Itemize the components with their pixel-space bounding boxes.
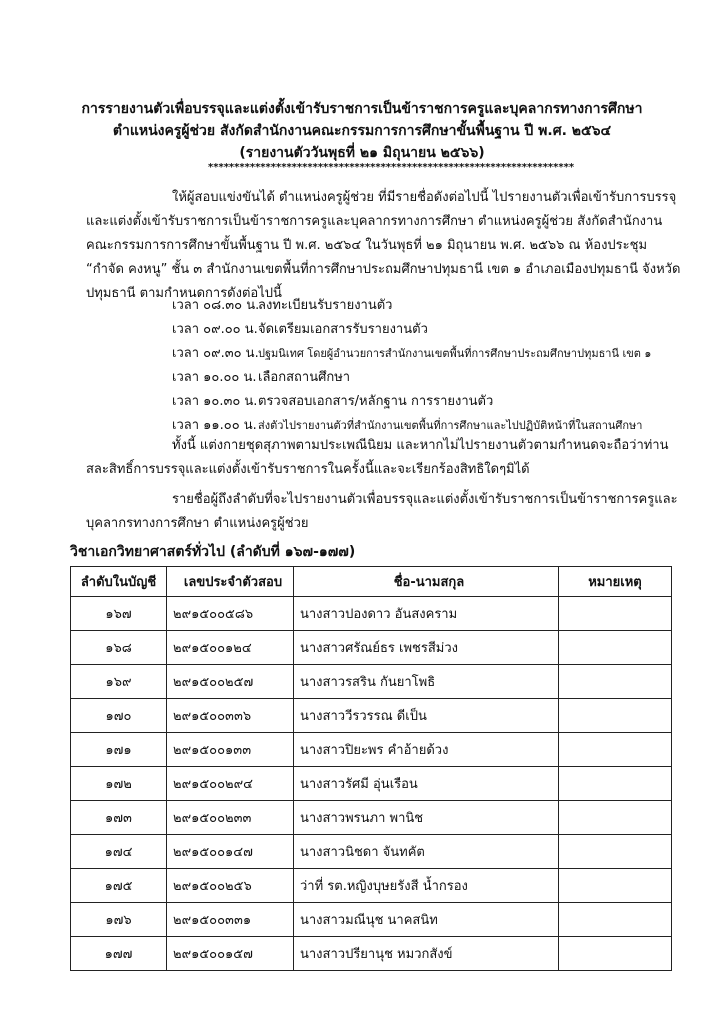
rank-cell: ๑๖๙ (71, 665, 167, 699)
doc-title-line-1: การรายงานตัวเพื่อบรรจุและแต่งตั้งเข้ารับราชการเป็นข้าราชการครูและบุคลากรทางการศึกษา (81, 101, 643, 117)
name-cell: นางสาวพรนภา พานิช (294, 801, 559, 835)
schedule-activity: เลือกสถานศึกษา (258, 370, 351, 385)
list-intro-line-2: บุคลากรทางการศึกษา ตำแหน่งครูผู้ช่วย (86, 516, 309, 531)
doc-title-line-3: (รายงานตัววันพุธที่ ๒๑ มิถุนายน ๒๕๖๖) (239, 145, 485, 161)
name-cell: นางสาวรสริน กันยาโพธิ (294, 665, 559, 699)
schedule-time: เวลา ๑๐.๐๐ น. (172, 370, 257, 385)
exam-id-cell: ๒๙๑๕๐๐๑๓๓ (167, 733, 294, 767)
remark-cell (559, 631, 672, 665)
schedule-activity: ส่งตัวไปรายงานตัวที่สำนักงานเขตพื้นที่การศึกษาและไปปฏิบัติหน้าที่ในสถานศึกษา (258, 419, 643, 432)
schedule-item (172, 296, 392, 316)
rank-cell: ๑๗๕ (71, 869, 167, 903)
remark-cell (559, 801, 672, 835)
remark-cell (559, 937, 672, 971)
schedule-time: เวลา ๐๙.๓๐ น. (172, 346, 259, 361)
section-title: วิชาเอกวิทยาศาสตร์ทั่วไป (ลำดับที่ ๑๖๗-๑๗๗) (70, 544, 356, 560)
rank-cell: ๑๖๗ (71, 597, 167, 631)
schedule-item (172, 416, 642, 436)
name-cell: นางสาวปองดาว อันสงคราม (294, 597, 559, 631)
intro-line-3: คณะกรรมการการศึกษาขั้นพื้นฐาน ปี พ.ศ. ๒๕๖๔ ในวันพุธที่ ๒๑ มิถุนายน พ.ศ. ๒๕๖๖ ณ ห้องประชุม (86, 238, 648, 253)
schedule-activity: ตรวจสอบเอกสาร/หลักฐาน การรายงานตัว (258, 394, 494, 409)
schedule-item (172, 320, 428, 340)
table-row (71, 665, 672, 699)
rank-cell: ๑๖๘ (71, 631, 167, 665)
rank-cell: ๑๗๔ (71, 835, 167, 869)
name-cell: นางสาววีรวรรณ ดีเป็น (294, 699, 559, 733)
schedule-item (172, 368, 350, 388)
column-header-exam-id: เลขประจำตัวสอบ (167, 567, 294, 597)
table-row (71, 937, 672, 971)
rank-cell: ๑๗๗ (71, 937, 167, 971)
remark-cell (559, 869, 672, 903)
schedule-time: เวลา ๑๐.๓๐ น. (172, 394, 258, 409)
column-header-remark: หมายเหตุ (559, 567, 672, 597)
table-row (71, 767, 672, 801)
table-row (71, 631, 672, 665)
column-header-name: ชื่อ-นามสกุล (294, 567, 559, 597)
asterisk-divider: ********************************************************************** (208, 162, 575, 173)
table-row (71, 835, 672, 869)
rank-cell: ๑๗๒ (71, 767, 167, 801)
table-row (71, 597, 672, 631)
name-cell: นางสาวรัศมี อุ่นเรือน (294, 767, 559, 801)
table-row (71, 869, 672, 903)
schedule-activity: ลงทะเบียนรับรายงานตัว (258, 298, 393, 313)
intro-line-4: “กำจัด คงหนู” ชั้น ๓ สำนักงานเขตพื้นที่การศึกษาประถมศึกษาปทุมธานี เขต ๑ อำเภอเมืองปทุมธานี จังหวัด (86, 262, 681, 277)
exam-id-cell: ๒๙๑๕๐๐๑๔๗ (167, 835, 294, 869)
list-intro-line-1: รายชื่อผู้ถึงลำดับที่จะไปรายงานตัวเพื่อบรรจุและแต่งตั้งเข้ารับราชการเป็นข้าราชการครูและ (172, 492, 678, 507)
schedule-time: เวลา ๐๙.๐๐ น. (172, 322, 258, 337)
exam-id-cell: ๒๙๑๕๐๐๕๘๖ (167, 597, 294, 631)
exam-id-cell: ๒๙๑๕๐๐๒๕๖ (167, 869, 294, 903)
exam-id-cell: ๒๙๑๕๐๐๒๓๓ (167, 801, 294, 835)
remark-cell (559, 767, 672, 801)
name-cell: นางสาวศรัณย์ธร เพชรสีม่วง (294, 631, 559, 665)
rank-cell: ๑๗๓ (71, 801, 167, 835)
rank-cell: ๑๗๐ (71, 699, 167, 733)
remark-cell (559, 665, 672, 699)
doc-title-line-2: ตำแหน่งครูผู้ช่วย สังกัดสำนักงานคณะกรรมการการศึกษาขั้นพื้นฐาน ปี พ.ศ. ๒๕๖๔ (112, 123, 612, 139)
exam-id-cell: ๒๙๑๕๐๐๒๕๗ (167, 665, 294, 699)
note-line-2: สละสิทธิ์การบรรจุและแต่งตั้งเข้ารับราชการในครั้งนี้และจะเรียกร้องสิทธิใดๆมิได้ (86, 462, 530, 477)
rank-cell: ๑๗๑ (71, 733, 167, 767)
table-row (71, 699, 672, 733)
remark-cell (559, 597, 672, 631)
exam-id-cell: ๒๙๑๕๐๐๑๕๗ (167, 937, 294, 971)
remark-cell (559, 733, 672, 767)
exam-id-cell: ๒๙๑๕๐๐๓๓๖ (167, 699, 294, 733)
schedule-time: เวลา ๐๘.๓๐ น. (172, 298, 260, 313)
remark-cell (559, 903, 672, 937)
intro-line-2: และแต่งตั้งเข้ารับราชการเป็นข้าราชการครูและบุคลากรทางการศึกษา ตำแหน่งครูผู้ช่วย สังกัดสำนักงาน (86, 214, 663, 229)
exam-id-cell: ๒๙๑๕๐๐๒๙๔ (167, 767, 294, 801)
remark-cell (559, 699, 672, 733)
table-row (71, 801, 672, 835)
exam-id-cell: ๒๙๑๕๐๐๑๒๔ (167, 631, 294, 665)
intro-line-5: ปทุมธานี ตามกำหนดการดังต่อไปนี้ (86, 286, 282, 301)
table-row (71, 733, 672, 767)
exam-id-cell: ๒๙๑๕๐๐๓๓๑ (167, 903, 294, 937)
name-cell: นางสาวมณีนุช นาคสนิท (294, 903, 559, 937)
schedule-activity: จัดเตรียมเอกสารรับรายงานตัว (258, 322, 428, 337)
name-cell: นางสาวปิยะพร คำอ้ายด้วง (294, 733, 559, 767)
intro-line-1: ให้ผู้สอบแข่งขันได้ ตำแหน่งครูผู้ช่วย ที่มีรายชื่อดังต่อไปนี้ ไปรายงานตัวเพื่อเข้ารับการบรรจุ (172, 190, 677, 205)
candidate-table (70, 566, 672, 971)
name-cell: ว่าที่ รต.หญิงบุษยรังสี น้ำกรอง (294, 869, 559, 903)
schedule-item (172, 392, 493, 412)
schedule-activity: ปฐมนิเทศ โดยผู้อำนวยการสำนักงานเขตพื้นที่การศึกษาประถมศึกษาปทุมธานี เขต ๑ (258, 347, 652, 360)
rank-cell: ๑๗๖ (71, 903, 167, 937)
table-header-row (71, 567, 672, 597)
column-header-rank: ลำดับในบัญชี (71, 567, 167, 597)
schedule-item (172, 344, 651, 364)
note-line-1: ทั้งนี้ แต่งกายชุดสุภาพตามประเพณีนิยม และหากไม่ไปรายงานตัวตามกำหนดจะถือว่าท่าน (172, 438, 669, 453)
table-row (71, 903, 672, 937)
name-cell: นางสาวนิชดา จันทคัต (294, 835, 559, 869)
name-cell: นางสาวปรียานุช หมวกสังข์ (294, 937, 559, 971)
schedule-time: เวลา ๑๑.๐๐ น. (172, 418, 257, 433)
remark-cell (559, 835, 672, 869)
